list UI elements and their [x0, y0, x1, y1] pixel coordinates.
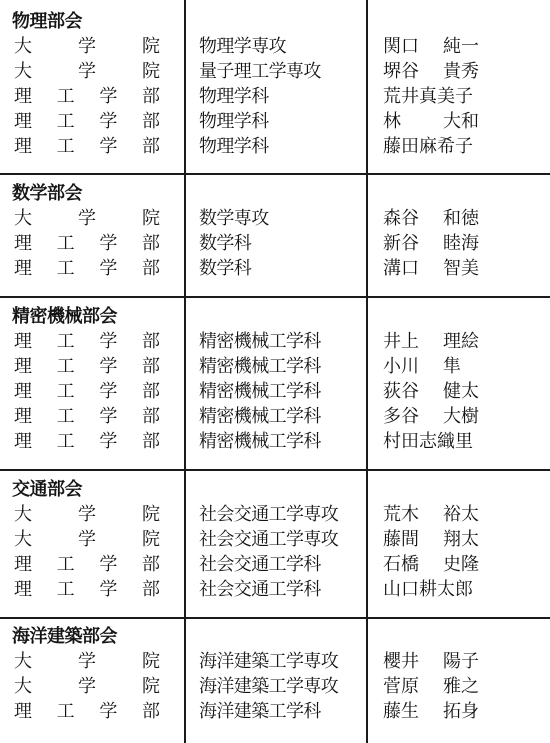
division-label: 大 学 院	[14, 676, 160, 697]
member-row	[0, 404, 550, 429]
member-row	[0, 527, 550, 552]
member-row	[0, 329, 550, 354]
member-given-name: 貴秀	[443, 61, 479, 82]
division-label: 大 学 院	[14, 36, 160, 57]
member-given-name: 理絵	[443, 331, 479, 352]
member-row	[0, 134, 550, 159]
member-name	[383, 552, 479, 577]
division-label: 大 学 院	[14, 61, 160, 82]
division-label: 理 工 学 部	[14, 381, 160, 402]
division-label: 理 工 学 部	[14, 233, 160, 254]
department-label: 社会交通工学専攻	[199, 529, 339, 550]
department-label: 物理学科	[199, 111, 269, 132]
department-label: 数学科	[199, 258, 252, 279]
member-surname: 菅原	[383, 676, 419, 697]
department-label: 数学専攻	[199, 208, 269, 229]
member-surname: 関口	[383, 36, 419, 57]
department-label: 精密機械工学科	[199, 406, 321, 427]
member-surname: 溝口	[383, 258, 419, 279]
department-label: 精密機械工学科	[199, 431, 321, 452]
division-label: 理 工 学 部	[14, 406, 160, 427]
member-name	[383, 699, 479, 724]
department-label: 物理学科	[199, 86, 269, 107]
section-heading: 数学部会	[12, 183, 82, 204]
division-label: 大 学 院	[14, 651, 160, 672]
section-divider	[0, 296, 550, 298]
member-row	[0, 552, 550, 577]
member-surname: 荒井真美子	[383, 86, 473, 107]
member-name	[383, 329, 479, 354]
member-given-name: 史隆	[443, 554, 479, 575]
member-row	[0, 84, 550, 109]
department-label: 物理学専攻	[199, 36, 286, 57]
member-name	[383, 84, 473, 109]
member-name	[383, 109, 479, 134]
member-name	[383, 379, 479, 404]
department-label: 精密機械工学科	[199, 331, 321, 352]
department-label: 社会交通工学科	[199, 554, 321, 575]
member-row	[0, 206, 550, 231]
division-label: 理 工 学 部	[14, 136, 160, 157]
member-surname: 藤生	[383, 701, 419, 722]
section-divider	[0, 173, 550, 175]
member-name	[383, 256, 479, 281]
member-name	[383, 206, 479, 231]
division-label: 大 学 院	[14, 504, 160, 525]
division-label: 理 工 学 部	[14, 111, 160, 132]
member-surname: 荒木	[383, 504, 419, 525]
member-surname: 新谷	[383, 233, 419, 254]
member-given-name: 裕太	[443, 504, 479, 525]
member-row	[0, 109, 550, 134]
member-name	[383, 649, 479, 674]
department-label: 数学科	[199, 233, 252, 254]
member-name	[383, 59, 479, 84]
member-given-name: 健太	[443, 381, 479, 402]
member-surname: 櫻井	[383, 651, 419, 672]
member-given-name: 和徳	[443, 208, 479, 229]
member-row	[0, 379, 550, 404]
member-surname: 山口耕太郎	[383, 579, 473, 600]
member-surname: 小川	[383, 356, 419, 377]
division-label: 理 工 学 部	[14, 258, 160, 279]
department-label: 海洋建築工学科	[199, 701, 321, 722]
division-label: 大 学 院	[14, 529, 160, 550]
member-name	[383, 674, 479, 699]
department-label: 海洋建築工学専攻	[199, 676, 339, 697]
division-label: 理 工 学 部	[14, 356, 160, 377]
member-row	[0, 256, 550, 281]
division-label: 理 工 学 部	[14, 331, 160, 352]
member-row	[0, 649, 550, 674]
member-name	[383, 502, 479, 527]
member-name	[383, 527, 479, 552]
member-name	[383, 134, 473, 159]
member-surname: 石橋	[383, 554, 419, 575]
member-surname: 藤間	[383, 529, 419, 550]
member-name	[383, 429, 473, 454]
member-surname: 林	[383, 111, 401, 132]
member-row	[0, 699, 550, 724]
member-name	[383, 231, 479, 256]
member-surname: 井上	[383, 331, 419, 352]
section-heading: 物理部会	[12, 11, 82, 32]
department-label: 精密機械工学科	[199, 381, 321, 402]
member-surname: 藤田麻希子	[383, 136, 473, 157]
member-name	[383, 34, 479, 59]
member-name	[383, 577, 473, 602]
member-surname: 森谷	[383, 208, 419, 229]
member-surname: 堺谷	[383, 61, 419, 82]
division-label: 理 工 学 部	[14, 554, 160, 575]
section-heading: 精密機械部会	[12, 306, 117, 327]
section-divider	[0, 469, 550, 471]
member-row	[0, 59, 550, 84]
division-label: 理 工 学 部	[14, 579, 160, 600]
department-label: 精密機械工学科	[199, 356, 321, 377]
member-name	[383, 404, 479, 429]
member-given-name: 翔太	[443, 529, 479, 550]
member-given-name: 陽子	[443, 651, 479, 672]
member-given-name: 大樹	[443, 406, 479, 427]
member-given-name: 智美	[443, 258, 479, 279]
division-label: 理 工 学 部	[14, 701, 160, 722]
member-surname: 村田志織里	[383, 431, 473, 452]
member-given-name: 睦海	[443, 233, 479, 254]
member-given-name: 雅之	[443, 676, 479, 697]
member-row	[0, 354, 550, 379]
member-row	[0, 502, 550, 527]
department-label: 量子理工学専攻	[199, 61, 321, 82]
member-surname: 多谷	[383, 406, 419, 427]
division-label: 大 学 院	[14, 208, 160, 229]
member-given-name: 純一	[443, 36, 479, 57]
section-divider	[0, 617, 550, 619]
member-row	[0, 674, 550, 699]
division-label: 理 工 学 部	[14, 431, 160, 452]
member-row	[0, 34, 550, 59]
member-row	[0, 429, 550, 454]
section-heading: 海洋建築部会	[12, 626, 117, 647]
department-label: 海洋建築工学専攻	[199, 651, 339, 672]
member-given-name: 大和	[443, 111, 479, 132]
section-heading: 交通部会	[12, 479, 82, 500]
member-surname: 荻谷	[383, 381, 419, 402]
department-label: 社会交通工学専攻	[199, 504, 339, 525]
division-label: 理 工 学 部	[14, 86, 160, 107]
member-given-name: 隼	[443, 356, 461, 377]
department-label: 社会交通工学科	[199, 579, 321, 600]
member-name	[383, 354, 461, 379]
member-row	[0, 577, 550, 602]
member-given-name: 拓身	[443, 701, 479, 722]
member-row	[0, 231, 550, 256]
department-label: 物理学科	[199, 136, 269, 157]
